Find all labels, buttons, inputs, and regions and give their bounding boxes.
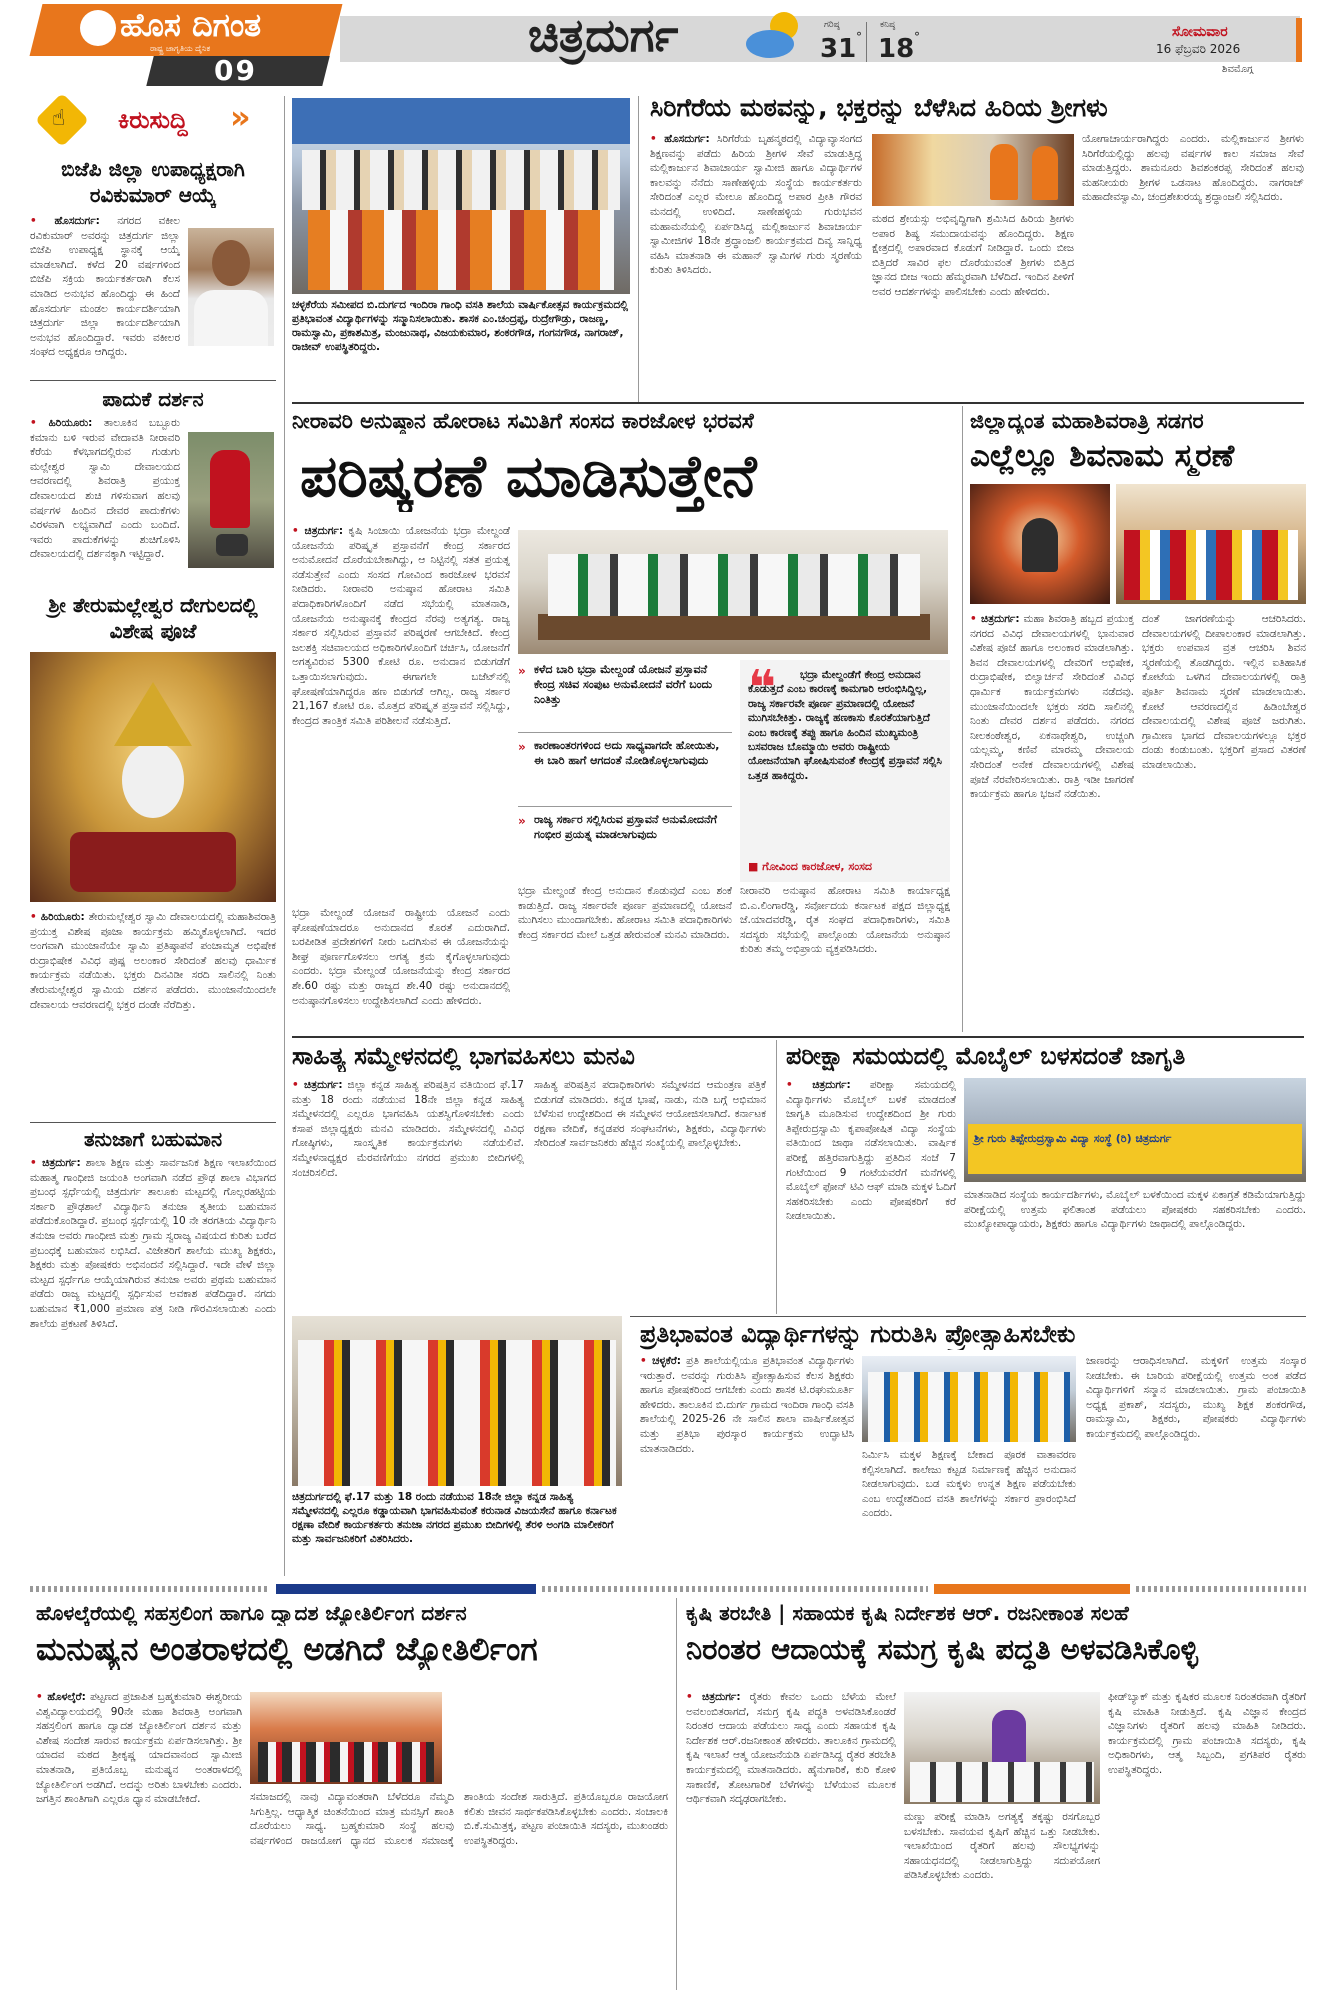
sirigere-headline: ಸಿರಿಗೆರೆಯ ಮಠವನ್ನು, ಭಕ್ತರನ್ನು ಬೆಳೆಸಿದ ಹಿರಿಯ ಶ್ರೀಗಳು [650,93,1108,122]
sahitya-dateline: ಚಿತ್ರದುರ್ಗ: [304,1079,343,1091]
kiru-4-body: • ಚಿತ್ರದುರ್ಗ: ಶಾಲಾ ಶಿಕ್ಷಣ ಮತ್ತು ಸಾರ್ವಜನಿಕ ಶಿಕ್ಷಣ ಇಲಾಖೆಯಿಂದ ಮಹಾತ್ಮ ಗಾಂಧೀಜಿ ಜಯಂತಿ ಅಂಗವಾಗಿ ನಡೆದ ಪ್ರೌಢ ಶಾಲಾ ವಿಭಾಗದ ಪ್ರಬಂಧ ಸ್ಪರ್ಧೆಯಲ್ಲಿ ಚಿತ್ರದುರ್ಗ ತಾಲೂಕು ಮಟ್ಟದಲ್ಲಿ ಗೊಲ್ಲರಹಟ್ಟಿಯ ಸರ್ಕಾರಿ ಪ್ರೌಢಶಾಲೆ ವಿದ್ಯಾರ್ಥಿನಿ ತನುಜಾ ತೃತೀಯ ಬಹುಮಾನ ಪಡೆದುಕೊಂಡಿದ್ದಾರೆ. ಪ್ರಬಂಧ ಸ್ಪರ್ಧೆಯಲ್ಲಿ 10 ನೇ ತರಗತಿಯ ವಿದ್ಯಾರ್ಥಿನಿ ತನುಜಾ ಅವರು ಗಾಂಧೀಜಿ ಮತ್ತು ಗ್ರಾಮ ಸ್ವರಾಜ್ಯ ವಿಷಯದ ಕುರಿತು ಬರೆದ ಪ್ರಬಂಧಕ್ಕೆ ಬಹುಮಾನ ಲಭಿಸಿದೆ. ವಿಜೇತರಿಗೆ ಶಾಲೆಯ ಮುಖ್ಯ ಶಿಕ್ಷಕರು, ಶಿಕ್ಷಕರು ಮತ್ತು ಪೋಷಕರು ಅಭಿನಂದನೆ ಸಲ್ಲಿಸಿದ್ದಾರೆ. ಇದೇ ವೇಳೆ ಜಿಲ್ಲಾ ಮಟ್ಟದ ಸ್ಪರ್ಧೆಗೂ ಆಯ್ಕೆಯಾಗಿರುವ ತನುಜಾ ಅವರು ಪ್ರಥಮ ಬಹುಮಾನ ಪಡೆದು ರಾಜ್ಯ ಮಟ್ಟದಲ್ಲಿ ಸ್ಪರ್ಧಿಸುವ ಅವಕಾಶ ಪಡೆದಿದ್ದಾರೆ. ನಗದು ಬಹುಮಾನ ₹1,000 ಪ್ರಮಾಣ ಪತ್ರ ನೀಡಿ ಗೌರವಿಸಲಾಯಿತು ಎಂದು ಶಾಲೆಯ ಪ್ರಕಟಣೆ ತಿಳಿಸಿದೆ. [30,1157,276,1330]
jyotirlinga-rule [676,1598,677,1990]
divider-blue [276,1584,536,1594]
main-col1: • ಚಿತ್ರದುರ್ಗ: ಕೃಷಿ ಸಿಂಚಾಯಿ ಯೋಜನೆಯ ಭದ್ರಾ ಮೇಲ್ದಂಡೆ ಯೋಜನೆಯ ಪರಿಷ್ಕೃತ ಪ್ರಸ್ತಾವನೆಗೆ ಕೇಂದ್ರ ಸರ್ಕಾರದ ಅನುಮೋದನೆ ದೊರೆಯಬೇಕಾಗಿದ್ದು, ಆ ನಿಟ್ಟಿನಲ್ಲಿ ಸತತ ಪ್ರಯತ್ನ ನಡೆಸುತ್ತೇನೆ ಎಂದು ಸಂಸದ ಗೋವಿಂದ ಕಾರಜೋಳ ಭರವಸೆ ನೀಡಿದರು. ನೀರಾವರಿ ಅನುಷ್ಠಾನ ಹೋರಾಟ ಸಮಿತಿ ಪದಾಧಿಕಾರಿಗಳೊಂದಿಗೆ ನಡೆದ ಸಭೆಯಲ್ಲಿ ಮಾತನಾಡಿ, ಯೋಜನೆಯ ಅನುಷ್ಠಾನಕ್ಕೆ ಕೇಂದ್ರದ ನೆರವು ಅತ್ಯಗತ್ಯ. ರಾಜ್ಯ ಸರ್ಕಾರ ಸಲ್ಲಿಸಿರುವ ಪ್ರಸ್ತಾವನೆ ಪರಿಷ್ಕರಣೆ ಆಗಬೇಕಿದೆ. ಕೇಂದ್ರ ಜಲಶಕ್ತಿ ಸಚಿವಾಲಯದ ಅಧಿಕಾರಿಗಳೊಂದಿಗೆ ಚರ್ಚಿಸಿ, ಯೋಜನೆಗೆ ಅಗತ್ಯವಿರುವ 5300 ಕೋಟಿ ರೂ. ಅನುದಾನ ಬಿಡುಗಡೆಗೆ ಒತ್ತಾಯಿಸಲಾಗುವುದು. ಈಗಾಗಲೇ ಬಜೆಟ್‌ನಲ್ಲಿ ಘೋಷಣೆಯಾಗಿದ್ದರೂ ಹಣ ಬಿಡುಗಡೆ ಆಗಿಲ್ಲ. ರಾಜ್ಯ ಸರ್ಕಾರ 21,167 ಕೋಟಿ ರೂ. ಮೊತ್ತದ ಪರಿಷ್ಕೃತ ಪ್ರಸ್ತಾವನೆ ಸಲ್ಲಿಸಿದ್ದು, ಕೇಂದ್ರದ ತಾಂತ್ರಿಕ ಸಮಿತಿ ಪರಿಶೀಲನೆ ನಡೆಸುತ್ತಿದೆ. [292,525,510,727]
quote-icon: ❝ [748,660,777,716]
section-divider [30,1584,1306,1594]
divider-dots-mid [542,1586,928,1592]
shivaratri-photo-2 [1116,484,1306,604]
page-number: 09 [214,54,257,87]
edition-title: ಚಿತ್ರದುರ್ಗ [528,8,679,62]
shivaratri-photo-1 [970,484,1110,604]
pariksha-col1-text: ಪರೀಕ್ಷಾ ಸಮಯದಲ್ಲಿ ವಿದ್ಯಾರ್ಥಿಗಳು ಮೊಬೈಲ್ ಬಳಕೆ ಮಾಡದಂತೆ ಜಾಗೃತಿ ಮೂಡಿಸುವ ಉದ್ದೇಶದಿಂದ ಶ್ರೀ ಗುರು ತಿಪ್ಪೇರುದ್ರಸ್ವಾಮಿ ಕೃಪಾಪೋಷಿತ ವಿದ್ಯಾ ಸಂಸ್ಥೆಯ ವತಿಯಿಂದ ಜಾಥಾ ನಡೆಸಲಾಯಿತು. ವಾರ್ಷಿಕ ಪರೀಕ್ಷೆ ಹತ್ತಿರವಾಗುತ್ತಿದ್ದು ಪ್ರತಿದಿನ ಸಂಜೆ 7 ಗಂಟೆಯಿಂದ 9 ಗಂಟೆಯವರೆಗೆ ಮನೆಗಳಲ್ಲಿ ಮೊಬೈಲ್ ಫೋನ್ ಟಿವಿ ಆಫ್ ಮಾಡಿ ಮಕ್ಕಳ ಓದಿಗೆ ಸಹಕರಿಸಬೇಕು ಎಂದು ಪೋಷಕರಿಗೆ ಕರೆ ನೀಡಲಾಯಿತು. [786,1079,956,1223]
krishi-col1: • ಚಿತ್ರದುರ್ಗ: ರೈತರು ಕೇವಲ ಒಂದು ಬೆಳೆಯ ಮೇಲೆ ಅವಲಂಬಿತರಾಗದೆ, ಸಮಗ್ರ ಕೃಷಿ ಪದ್ಧತಿ ಅಳವಡಿಸಿಕೊಂಡರೆ ನಿರಂತರ ಆದಾಯ ಪಡೆಯಲು ಸಾಧ್ಯ ಎಂದು ಸಹಾಯಕ ಕೃಷಿ ನಿರ್ದೇಶಕ ಆರ್.ರಜನೀಕಾಂತ ಹೇಳಿದರು. ತಾಲೂಕಿನ ಗ್ರಾಮದಲ್ಲಿ ಕೃಷಿ ಇಲಾಖೆ ಆತ್ಮ ಯೋಜನೆಯಡಿ ಏರ್ಪಡಿಸಿದ್ದ ರೈತರ ತರಬೇತಿ ಕಾರ್ಯಕ್ರಮದಲ್ಲಿ ಮಾತನಾಡಿದರು. ಹೈನುಗಾರಿಕೆ, ಕುರಿ ಕೋಳಿ ಸಾಕಾಣಿಕೆ, ತೋಟಗಾರಿಕೆ ಬೆಳೆಗಳನ್ನು ಬೆಳೆಯುವ ಮೂಲಕ ಆರ್ಥಿಕವಾಗಿ ಸದೃಢರಾಗಬೇಕು. [686,1691,896,1806]
meeting-table [538,614,930,640]
main-meeting-photo [518,530,948,654]
bullet-1 [518,662,732,728]
crowd-row-front [308,210,614,290]
portrait-shirt [194,290,268,346]
paduke-shape [216,534,248,556]
main-dateline: ಚಿತ್ರದುರ್ಗ: [304,525,344,537]
divider-dots-right [1136,1586,1306,1592]
kiru-divider-3 [30,1122,276,1123]
logo-text: ಹೊಸ ದಿಗಂತ [120,6,262,44]
pratibha-dateline: ಚಳ್ಳಕೆರೆ: [652,1355,682,1367]
date-text: 16 ಫೆಬ್ರವರಿ 2026 [1156,42,1241,56]
max-temp: 31 [820,34,857,64]
shivalinga-shape [1022,518,1058,572]
quote-author-marker: ■ [748,860,763,873]
kiru-divider-1 [30,380,276,381]
main-kicker: ನೀರಾವರಿ ಅನುಷ್ಠಾನ ಹೋರಾಟ ಸಮಿತಿಗೆ ಸಂಸದ ಕಾರಜೋಳ ಭರವಸೆ [292,409,754,433]
kiru-4-headline: ತನುಜಾಗೆ ಬಹುಮಾನ [83,1127,223,1151]
jyotirlinga-headline: ಮನುಷ್ಯನ ಅಂತರಾಳದಲ್ಲಿ ಅಡಗಿದೆ ಜ್ಯೋತಿರ್ಲಿಂಗ [36,1630,538,1668]
bullet-3 [518,812,732,876]
masthead [0,0,1334,96]
meeting-people [548,554,920,616]
shivaratri-col1-text: ಮಹಾ ಶಿವರಾತ್ರಿ ಹಬ್ಬದ ಪ್ರಯುಕ್ತ ನಗರದ ವಿವಿಧ ದೇವಾಲಯಗಳಲ್ಲಿ ಭಾನುವಾರ ವಿಶೇಷ ಪೂಜೆ ಹಾಗೂ ಅಲಂಕಾರ ಮಾಡಲಾಗಿತ್ತು. ಶಿವನ ದೇವಾಲಯಗಳಲ್ಲಿ ದೇವರಿಗೆ ಅಭಿಷೇಕ, ರುದ್ರಾಭಿಷೇಕ, ಬಿಲ್ವಾರ್ಚನೆ ಸೇರಿದಂತೆ ವಿವಿಧ ಧಾರ್ಮಿಕ ಕಾರ್ಯಕ್ರಮಗಳು ನಡೆದವು. ಮುಂಜಾನೆಯಿಂದಲೇ ಭಕ್ತರು ಸರದಿ ಸಾಲಿನಲ್ಲಿ ನಿಂತು ದೇವರ ದರ್ಶನ ಪಡೆದರು. ನಗರದ ನೀಲಕಂಠೇಶ್ವರ, ಏಕನಾಥೇಶ್ವರಿ, ಉಚ್ಚಂಗಿ ಯಲ್ಲಮ್ಮ, ಕಣಿವೆ ಮಾರಮ್ಮ ದೇವಾಲಯ ಸೇರಿದಂತೆ ಅನೇಕ ದೇವಾಲಯಗಳಲ್ಲಿ ವಿಶೇಷ ಪೂಜೆ ನೆರವೇರಿಸಲಾಯಿತು. ರಾತ್ರಿ ಇಡೀ ಜಾಗರಣೆ ಕಾರ್ಯಕ್ರಮ ಹಾಗೂ ಭಜನೆ ನಡೆಯಿತು. [970,613,1134,801]
kiru-1-headline: ಬಿಜೆಪಿ ಜಿಲ್ಲಾ ಉಪಾಧ್ಯಕ್ಷರಾಗಿ ರವಿಕುಮಾರ್ ಆಯ್ಕೆ [61,157,245,207]
shivaratri-col2: ದಂತೆ ಜಾಗರಣೆಯನ್ನು ಆಚರಿಸಿದರು. ದೇವಾಲಯಗಳಲ್ಲಿ ದೀಪಾಲಂಕಾರ ಮಾಡಲಾಗಿತ್ತು. ಭಕ್ತರು ಉಪವಾಸ ವ್ರತ ಆಚರಿಸಿ ಶಿವನ ಸ್ಮರಣೆಯಲ್ಲಿ ತೊಡಗಿದ್ದರು. ಇಲ್ಲಿನ ಐತಿಹಾಸಿಕ ಕೋಟೆಯ ಒಳಗಿನ ದೇವಾಲಯಗಳಲ್ಲಿ ರಾತ್ರಿ ಪೂರ್ತಿ ಶಿವನಾಮ ಸ್ಮರಣೆ ಮಾಡಲಾಯಿತು. ಕೋಟೆ ಆವರಣದಲ್ಲಿನ ಹಿಡಿಂಬೇಶ್ವರ ದೇವಾಲಯದಲ್ಲಿ ವಿಶೇಷ ಪೂಜೆ ಜರುಗಿತು. ಗ್ರಾಮೀಣ ಭಾಗದ ದೇವಾಲಯಗಳಲ್ಲೂ ಭಕ್ತರ ದಂಡು ಕಂಡುಬಂತು. ಭಕ್ತರಿಗೆ ಪ್ರಸಾದ ವಿತರಣೆ ಮಾಡಲಾಯಿತು. [1142,613,1306,771]
max-temp-degree: ° [856,30,862,44]
quote-author-name: ಗೋವಿಂದ ಕಾರಜೋಳ, ಸಂಸದ [762,860,873,873]
pratibha-col1-text: ಪ್ರತಿ ಶಾಲೆಯಲ್ಲಿಯೂ ಪ್ರತಿಭಾವಂತ ವಿದ್ಯಾರ್ಥಿಗಳು ಇರುತ್ತಾರೆ. ಅವರನ್ನು ಗುರುತಿಸಿ ಪ್ರೋತ್ಸಾಹಿಸುವ ಕೆಲಸ ಶಿಕ್ಷಕರು ಹಾಗೂ ಪೋಷಕರಿಂದ ಆಗಬೇಕು ಎಂದು ಶಾಸಕ ಟಿ.ರಘುಮೂರ್ತಿ ಹೇಳಿದರು. ತಾಲೂಕಿನ ಬಿ.ದುರ್ಗ ಗ್ರಾಮದ ಇಂದಿರಾ ಗಾಂಧಿ ವಸತಿ ಶಾಲೆಯಲ್ಲಿ 2025-26 ನೇ ಸಾಲಿನ ಶಾಲಾ ವಾರ್ಷಿಕೋತ್ಸವ ಮತ್ತು ಪ್ರತಿಭಾ ಪುರಸ್ಕಾರ ಕಾರ್ಯಕ್ರಮ ಉದ್ಘಾಟಿಸಿ ಮಾತನಾಡಿದರು. [640,1355,854,1455]
idol-face [122,742,184,818]
main-col4: ನೀರಾವರಿ ಅನುಷ್ಠಾನ ಹೋರಾಟ ಸಮಿತಿ ಕಾರ್ಯಾಧ್ಯಕ್ಷ ಬಿ.ಎ.ಲಿಂಗಾರೆಡ್ಡಿ, ಸರ್ವೋದಯ ಕರ್ನಾಟಕ ಪಕ್ಷದ ಜಿಲ್ಲಾಧ್ಯಕ್ಷ ಜೆ.ಯಾದವರೆಡ್ಡಿ, ರೈತ ಸಂಘದ ಪದಾಧಿಕಾರಿಗಳು, ಸಮಿತಿ ಸದಸ್ಯರು ಸಭೆಯಲ್ಲಿ ಪಾಲ್ಗೊಂಡು ಯೋಜನೆಯ ಅನುಷ್ಠಾನ ಕುರಿತು ತಮ್ಮ ಅಭಿಪ್ರಾಯ ವ್ಯಕ್ತಪಡಿಸಿದರು. [740,885,950,956]
top-section-rule [292,402,1304,404]
date-place: ಶಿವಮೊಗ್ಗ [1222,64,1254,75]
kiru-2-headline: ಪಾದುಕೆ ದರ್ಶನ [102,387,204,411]
kiru-4-text: ಶಾಲಾ ಶಿಕ್ಷಣ ಮತ್ತು ಸಾರ್ವಜನಿಕ ಶಿಕ್ಷಣ ಇಲಾಖೆಯಿಂದ ಮಹಾತ್ಮ ಗಾಂಧೀಜಿ ಜಯಂತಿ ಅಂಗವಾಗಿ ನಡೆದ ಪ್ರೌಢ ಶಾಲಾ ವಿಭಾಗದ ಪ್ರಬಂಧ ಸ್ಪರ್ಧೆಯಲ್ಲಿ ಚಿತ್ರದುರ್ಗ ತಾಲೂಕು ಮಟ್ಟದಲ್ಲಿ ಗೊಲ್ಲರಹಟ್ಟಿಯ ಸರ್ಕಾರಿ ಪ್ರೌಢಶಾಲೆ ವಿದ್ಯಾರ್ಥಿನಿ ತನುಜಾ ತೃತೀಯ ಬಹುಮಾನ ಪಡೆದುಕೊಂಡಿದ್ದಾರೆ. ಪ್ರಬಂಧ ಸ್ಪರ್ಧೆಯಲ್ಲಿ 10 ನೇ ತರಗತಿಯ ವಿದ್ಯಾರ್ಥಿನಿ ತನುಜಾ ಅವರು ಗಾಂಧೀಜಿ ಮತ್ತು ಗ್ರಾಮ ಸ್ವರಾಜ್ಯ ವಿಷಯದ ಕುರಿತು ಬರೆದ ಪ್ರಬಂಧಕ್ಕೆ ಬಹುಮಾನ ಲಭಿಸಿದೆ. ವಿಜೇತರಿಗೆ ಶಾಲೆಯ ಮುಖ್ಯ ಶಿಕ್ಷಕರು, ಶಿಕ್ಷಕರು ಮತ್ತು ಪೋಷಕರು ಅಭಿನಂದನೆ ಸಲ್ಲಿಸಿದ್ದಾರೆ. ಇದೇ ವೇಳೆ ಜಿಲ್ಲಾ ಮಟ್ಟದ ಸ್ಪರ್ಧೆಗೂ ಆಯ್ಕೆಯಾಗಿರುವ ತನುಜಾ ಅವರು ಪ್ರಥಮ ಬಹುಮಾನ ಪಡೆದು ರಾಜ್ಯ ಮಟ್ಟದಲ್ಲಿ ಸ್ಪರ್ಧಿಸುವ ಅವಕಾಶ ಪಡೆದಿದ್ದಾರೆ. ನಗದು ಬಹುಮಾನ ₹1,000 ಪ್ರಮಾಣ ಪತ್ರ ನೀಡಿ ಗೌರವಿಸಲಾಯಿತು ಎಂದು ಶಾಲೆಯ ಪ್ರಕಟಣೆ ತಿಳಿಸಿದೆ. [30,1157,276,1330]
bullet-sep-2 [518,806,732,807]
max-temp-label: ಗರಿಷ್ಠ [824,20,840,30]
pratibha-col1: • ಚಳ್ಳಕೆರೆ: ಪ್ರತಿ ಶಾಲೆಯಲ್ಲಿಯೂ ಪ್ರತಿಭಾವಂತ ವಿದ್ಯಾರ್ಥಿಗಳು ಇರುತ್ತಾರೆ. ಅವರನ್ನು ಗುರುತಿಸಿ ಪ್ರೋತ್ಸಾಹಿಸುವ ಕೆಲಸ ಶಿಕ್ಷಕರು ಹಾಗೂ ಪೋಷಕರಿಂದ ಆಗಬೇಕು ಎಂದು ಶಾಸಕ ಟಿ.ರಘುಮೂರ್ತಿ ಹೇಳಿದರು. ತಾಲೂಕಿನ ಬಿ.ದುರ್ಗ ಗ್ರಾಮದ ಇಂದಿರಾ ಗಾಂಧಿ ವಸತಿ ಶಾಲೆಯಲ್ಲಿ 2025-26 ನೇ ಸಾಲಿನ ಶಾಲಾ ವಾರ್ಷಿಕೋತ್ಸವ ಮತ್ತು ಪ್ರತಿಭಾ ಪುರಸ್ಕಾರ ಕಾರ್ಯಕ್ರಮ ಉದ್ಘಾಟಿಸಿ ಮಾತನಾಡಿದರು. [640,1355,854,1455]
idol-crown [114,682,192,746]
jyotirlinga-col2: ಸಮಾಜದಲ್ಲಿ ನಾವು ವಿದ್ಯಾವಂತರಾಗಿ ಬೆಳೆದರೂ ನೆಮ್ಮದಿ ಸಿಗುತ್ತಿಲ್ಲ. ಆಧ್ಯಾತ್ಮಿಕ ಚಿಂತನೆಯಿಂದ ಮಾತ್ರ ಮನಸ್ಸಿಗೆ ಶಾಂತಿ ದೊರೆಯಲು ಸಾಧ್ಯ. ಬ್ರಹ್ಮಕುಮಾರಿ ಸಂಸ್ಥೆ ಹಲವು ವರ್ಷಗಳಿಂದ ರಾಜಯೋಗ ಧ್ಯಾನದ ಮೂಲಕ ಸಮಾಜಕ್ಕೆ ಶಾಂತಿಯ ಸಂದೇಶ ಸಾರುತ್ತಿದೆ. ಪ್ರತಿಯೊಬ್ಬರೂ ರಾಜಯೋಗ ಕಲಿತು ಜೀವನ ಸಾರ್ಥಕಪಡಿಸಿಕೊಳ್ಳಬೇಕು ಎಂದರು. ಸಂಚಾಲಕಿ ಬಿ.ಕೆ.ಸುಮಿತ್ರಕ್ಕ, ಪಟ್ಟಣ ಪಂಚಾಯಿತಿ ಸದಸ್ಯರು, ಮುಖಂಡರು ಉಪಸ್ಥಿತರಿದ್ದರು. [250,1791,668,1847]
kirusuddi-label: ಕಿರುಸುದ್ದಿ [118,106,188,134]
main-col1b: ಭದ್ರಾ ಮೇಲ್ದಂಡೆ ಯೋಜನೆ ರಾಷ್ಟ್ರೀಯ ಯೋಜನೆ ಎಂದು ಘೋಷಣೆಯಾದರೂ ಅನುದಾನದ ಕೊರತೆ ಎದುರಾಗಿದೆ. ಬರಪೀಡಿತ ಪ್ರದೇಶಗಳಿಗೆ ನೀರು ಒದಗಿಸುವ ಈ ಯೋಜನೆಯನ್ನು ಶೀಘ್ರ ಪೂರ್ಣಗೊಳಿಸಲು ಅಗತ್ಯ ಕ್ರಮ ಕೈಗೊಳ್ಳಲಾಗುವುದು ಎಂದರು. ಭದ್ರಾ ಮೇಲ್ದಂಡೆ ಯೋಜನೆಯನ್ನು ಕೇಂದ್ರ ಸರ್ಕಾರದ ಶೇ.60 ರಷ್ಟು ಮತ್ತು ರಾಜ್ಯದ ಶೇ.40 ರಷ್ಟು ಅನುದಾನದಲ್ಲಿ ಅನುಷ್ಠಾನಗೊಳಿಸಲು ಉದ್ದೇಶಿಸಲಾಗಿದೆ ಎಂದು ಹೇಳಿದರು. [292,907,510,1007]
weather-icon [740,4,810,64]
krishi-col2: ಮಣ್ಣು ಪರೀಕ್ಷೆ ಮಾಡಿಸಿ ಅಗತ್ಯಕ್ಕೆ ತಕ್ಕಷ್ಟು ರಸಗೊಬ್ಬರ ಬಳಸಬೇಕು. ಸಾವಯವ ಕೃಷಿಗೆ ಹೆಚ್ಚಿನ ಒತ್ತು ನೀಡಬೇಕು. ಇಲಾಖೆಯಿಂದ ರೈತರಿಗೆ ಹಲವು ಸೌಲಭ್ಯಗಳನ್ನು ಸಹಾಯಧನದಲ್ಲಿ ನೀಡಲಾಗುತ್ತಿದ್ದು ಸದುಪಯೋಗ ಪಡಿಸಿಕೊಳ್ಳಬೇಕು ಎಂದರು. [904,1811,1100,1882]
group-people [298,1340,616,1486]
bullet-2-marker: » [518,740,526,754]
jyotirlinga-col1: • ಹೊಳಲ್ಕೆರೆ: ಪಟ್ಟಣದ ಪ್ರಜಾಪಿತ ಬ್ರಹ್ಮಕುಮಾರಿ ಈಶ್ವರೀಯ ವಿಶ್ವವಿದ್ಯಾಲಯದಲ್ಲಿ 90ನೇ ಮಹಾ ಶಿವರಾತ್ರಿ ಅಂಗವಾಗಿ ಸಹಸ್ರಲಿಂಗ ಹಾಗೂ ದ್ವಾದಶ ಜ್ಯೋತಿರ್ಲಿಂಗ ದರ್ಶನ ಮತ್ತು ವಿಶೇಷ ಸಂದೇಶ ಸಾರುವ ಕಾರ್ಯಕ್ರಮ ಏರ್ಪಡಿಸಲಾಗಿತ್ತು. ಶ್ರೀ ಯಾದವ ಮಠದ ಶ್ರೀಕೃಷ್ಣ ಯಾದವಾನಂದ ಸ್ವಾಮೀಜಿ ಮಾತನಾಡಿ, ಪ್ರತಿಯೊಬ್ಬ ಮನುಷ್ಯನ ಅಂತರಾಳದಲ್ಲಿ ಜ್ಯೋತಿರ್ಲಿಂಗ ಅಡಗಿದೆ. ಅದನ್ನು ಅರಿತು ಬಾಳಬೇಕು ಎಂದರು. ಜಗತ್ತಿನ ಶಾಂತಿಗಾಗಿ ಎಲ್ಲರೂ ಧ್ಯಾನ ಮಾಡಬೇಕಿದೆ. [36,1691,242,1806]
kiru-2-photo [188,432,274,568]
linga-row [258,1742,434,1782]
top-event-photo [292,98,630,294]
kiru-3-text: ತೇರುಮಲ್ಲೇಶ್ವರ ಸ್ವಾಮಿ ದೇವಾಲಯದಲ್ಲಿ ಮಹಾಶಿವರಾತ್ರಿ ಪ್ರಯುಕ್ತ ವಿಶೇಷ ಪೂಜಾ ಕಾರ್ಯಕ್ರಮ ಹಮ್ಮಿಕೊಳ್ಳಲಾಗಿದೆ. ಇದರ ಅಂಗವಾಗಿ ಮುಂಜಾನೆಯೇ ಸ್ವಾಮಿ ಪ್ರತಿಷ್ಠಾಪನೆ ಪಂಚಾಮೃತ ಅಭಿಷೇಕ ರುದ್ರಾಭಿಷೇಕ ವಿವಿಧ ಪುಷ್ಪ ಅಲಂಕಾರ ಸೇರಿದಂತೆ ಹಲವು ಧಾರ್ಮಿಕ ಕಾರ್ಯಕ್ರಮ ನಡೆಯಿತು. ಭಕ್ತರು ದಿನವಿಡೀ ಸರದಿ ಸಾಲಿನಲ್ಲಿ ನಿಂತು ತೇರುಮಲ್ಲೇಶ್ವರ ಸ್ವಾಮಿಯ ದರ್ಶನ ಪಡೆದರು. ಮುಂಜಾನೆಯಿಂದಲೇ ದೇವಾಲಯ ಆವರಣದಲ್ಲಿ ಭಕ್ತರ ದಂಡೇ ನೆರೆದಿತ್ತು. [30,911,276,1011]
bullet-sep-1 [518,732,732,733]
hand-icon: ☝ [52,106,66,131]
kiru-1-dateline: ಹೊಸದುರ್ಗ: [54,215,100,227]
min-temp-degree: ° [914,30,920,44]
kiru-3-dateline: ಹಿರಿಯೂರು: [40,911,85,923]
logo-tagline: ರಾಷ್ಟ್ರ ಜಾಗೃತಿಯ ದೈನಿಕ [150,44,211,53]
portrait-head [212,240,250,286]
krishi-kicker: ಕೃಷಿ ತರಬೇತಿ | ಸಹಾಯಕ ಕೃಷಿ ನಿರ್ದೇಶಕ ಆರ್. ರಜನೀಕಾಂತ ಸಲಹೆ [686,1601,1129,1625]
min-temp-label: ಕನಿಷ್ಠ [880,20,896,30]
top-photo-rule [638,96,639,402]
pariksha-col2: ಮಾತನಾಡಿದ ಸಂಸ್ಥೆಯ ಕಾರ್ಯದರ್ಶಿಗಳು, ಮೊಬೈಲ್ ಬಳಕೆಯಿಂದ ಮಕ್ಕಳ ಏಕಾಗ್ರತೆ ಕಡಿಮೆಯಾಗುತ್ತಿದ್ದು ಪರೀಕ್ಷೆಯಲ್ಲಿ ಉತ್ತಮ ಫಲಿತಾಂಶ ಪಡೆಯಲು ಪೋಷಕರು ಸಹಕರಿಸಬೇಕು ಎಂದರು. ಮುಖ್ಯೋಪಾಧ್ಯಾಯರು, ಶಿಕ್ಷಕರು ಹಾಗೂ ವಿದ್ಯಾರ್ಥಿಗಳು ಜಾಥಾದಲ್ಲಿ ಪಾಲ್ಗೊಂಡಿದ್ದರು. [964,1189,1306,1231]
banner-text: ಶ್ರೀ ಗುರು ತಿಪ್ಪೇರುದ್ರಸ್ವಾಮಿ ವಿದ್ಯಾ ಸಂಸ್ಥೆ (ರಿ) ಚಿತ್ರದುರ್ಗ [974,1132,1172,1145]
person-shape [210,450,250,528]
kiru-2-text: ತಾಲೂಕಿನ ಬಬ್ಬೂರು ಕಮಾನು ಬಳಿ ಇರುವ ವೇದಾವತಿ ನೀರಾವರಿ ಕೆರೆಯ ಕೆಳಭಾಗದಲ್ಲಿರುವ ಗುಡುಗು ಮಲ್ಲೇಶ್ವರ ಸ್ವಾಮಿ ದೇವಾಲಯದ ಆವರಣದಲ್ಲಿ ಶಿವರಾತ್ರಿ ಪ್ರಯುಕ್ತ ದೇವಾಲಯದ ಶುಚಿ ಗಳಿಸುವಾಗ ಹಲವು ವರ್ಷಗಳ ಹಿಂದಿನ ದೇವರ ಪಾದುಕೆಗಳು ವಿರಳವಾಗಿ ಲಭ್ಯವಾಗಿದೆ ಎಂದು ಬಂದಿದೆ. ಇವರು ಪಾದುಕೆಗಳನ್ನು ಶುಚಿಗೊಳಿಸಿ ದೇವಾಲಯದಲ್ಲಿ ದರ್ಶನಕ್ಕಾಗಿ ಇಟ್ಟಿದ್ದಾರೆ. [30,417,180,561]
divider-dots-left [30,1586,270,1592]
bullet-3-marker: » [518,814,526,828]
sirigere-col2: ಮಠದ ಶ್ರೇಯಸ್ಸು ಅಭಿವೃದ್ಧಿಗಾಗಿ ಶ್ರಮಿಸಿದ ಹಿರಿಯ ಶ್ರೀಗಳು ಅಪಾರ ಶಿಷ್ಯ ಸಮುದಾಯವನ್ನು ಹೊಂದಿದ್ದರು. ಶಿಕ್ಷಣ ಕ್ಷೇತ್ರದಲ್ಲಿ ಅಪಾರವಾದ ಕೊಡುಗೆ ನೀಡಿದ್ದಾರೆ. ಒಂದು ಬೀಜ ಬಿತ್ತಿದರೆ ಸಾವಿರ ಫಲ ದೊರೆಯುವಂತೆ ಶ್ರೀಗಳು ಬಿತ್ತಿದ ಜ್ಞಾನದ ಬೀಜ ಇಂದು ಹೆಮ್ಮರವಾಗಿ ಬೆಳೆದಿದೆ. ಇಂದಿನ ಪೀಳಿಗೆ ಅವರ ಆದರ್ಶಗಳನ್ನು ಪಾಲಿಸಬೇಕು ಎಂದು ಹೇಳಿದರು. [872,213,1074,298]
jyotirlinga-kicker: ಹೊಳಲ್ಕೆರೆಯಲ್ಲಿ ಸಹಸ್ರಲಿಂಗ ಹಾಗೂ ದ್ವಾದಶ ಜ್ಯೋತಿರ್ಲಿಂಗ ದರ್ಶನ [36,1601,467,1625]
sahitya-photo [292,1316,622,1486]
main-col3: ಭದ್ರಾ ಮೇಲ್ದಂಡೆ ಕೇಂದ್ರ ಅನುದಾನ ಕೊಡುವುದೆ ಎಂಬ ಶಂಕೆ ಕಾಡುತ್ತಿದೆ. ರಾಜ್ಯ ಸರ್ಕಾರವೇ ಪೂರ್ಣ ಪ್ರಮಾಣದಲ್ಲಿ ಯೋಜನೆ ಮುಗಿಸಲು ಮುಂದಾಗಬೇಕು. ಹೋರಾಟ ಸಮಿತಿ ಪದಾಧಿಕಾರಿಗಳು ಕೇಂದ್ರ ಸರ್ಕಾರದ ಮೇಲೆ ಒತ್ತಡ ಹೇರುವಂತೆ ಮನವಿ ಮಾಡಿದರು. [518,885,732,941]
temp-divider [866,22,867,62]
kiru-3-body: • ಹಿರಿಯೂರು: ತೇರುಮಲ್ಲೇಶ್ವರ ಸ್ವಾಮಿ ದೇವಾಲಯದಲ್ಲಿ ಮಹಾಶಿವರಾತ್ರಿ ಪ್ರಯುಕ್ತ ವಿಶೇಷ ಪೂಜಾ ಕಾರ್ಯಕ್ರಮ ಹಮ್ಮಿಕೊಳ್ಳಲಾಗಿದೆ. ಇದರ ಅಂಗವಾಗಿ ಮುಂಜಾನೆಯೇ ಸ್ವಾಮಿ ಪ್ರತಿಷ್ಠಾಪನೆ ಪಂಚಾಮೃತ ಅಭಿಷೇಕ ರುದ್ರಾಭಿಷೇಕ ವಿವಿಧ ಪುಷ್ಪ ಅಲಂಕಾರ ಸೇರಿದಂತೆ ಹಲವು ಧಾರ್ಮಿಕ ಕಾರ್ಯಕ್ರಮ ನಡೆಯಿತು. ಭಕ್ತರು ದಿನವಿಡೀ ಸರದಿ ಸಾಲಿನಲ್ಲಿ ನಿಂತು ತೇರುಮಲ್ಲೇಶ್ವರ ಸ್ವಾಮಿಯ ದರ್ಶನ ಪಡೆದರು. ಮುಂಜಾನೆಯಿಂದಲೇ ದೇವಾಲಯ ಆವರಣದಲ್ಲಿ ಭಕ್ತರ ದಂಡೇ ನೆರೆದಿತ್ತು. [30,911,276,1011]
pratibha-photo [862,1356,1076,1442]
idol-base [70,832,236,892]
shivaratri-dateline: ಚಿತ್ರದುರ್ಗ: [981,613,1020,625]
sahitya-headline: ಸಾಹಿತ್ಯ ಸಮ್ಮೇಳನದಲ್ಲಿ ಭಾಗವಹಿಸಲು ಮನವಿ [292,1042,635,1070]
krishi-photo [904,1692,1100,1804]
kiru-4-dateline: ಚಿತ್ರದುರ್ಗ: [42,1157,81,1169]
top-photo-caption: ಚಳ್ಳಕೆರೆಯ ಸಮೀಪದ ಬಿ.ದುರ್ಗದ ಇಂದಿರಾ ಗಾಂಧಿ ವಸತಿ ಶಾಲೆಯ ವಾರ್ಷಿಕೋತ್ಸವ ಕಾರ್ಯಕ್ರಮದಲ್ಲಿ ಪ್ರತಿಭಾವಂತ ವಿದ್ಯಾರ್ಥಿಗಳನ್ನು ಸನ್ಮಾನಿಸಲಾಯಿತು. ಶಾಸಕ ಎಂ.ಚಂದ್ರಪ್ಪ, ರುದ್ರೇಗೌಡ್ರು, ರಾಜಣ್ಣ, ರಾಮಸ್ವಾಮಿ, ಪ್ರಕಾಶಮಿತ್ರ, ಮಂಜುನಾಥ, ವಿಜಯಕುಮಾರ, ಶಂಕರಗೌಡ, ಗಂಗನಗೌಡ, ನಾಗರಾಜ್, ರಾಜೀವ್ ಉಪಸ್ಥಿತರಿದ್ದರು. [292,299,629,353]
award-group [868,1372,1070,1442]
krishi-headline: ನಿರಂತರ ಆದಾಯಕ್ಕೆ ಸಮಗ್ರ ಕೃಷಿ ಪದ್ಧತಿ ಅಳವಡಿಸಿಕೊಳ್ಳಿ [686,1632,1199,1666]
pratibha-col2: ನಿರ್ಮಿಸಿ ಮಕ್ಕಳ ಶಿಕ್ಷಣಕ್ಕೆ ಬೇಕಾದ ಪೂರಕ ವಾತಾವರಣ ಕಲ್ಪಿಸಲಾಗಿದೆ. ಕಾಲೇಜು ಕಟ್ಟಡ ನಿರ್ಮಾಣಕ್ಕೆ ಹೆಚ್ಚಿನ ಅನುದಾನ ನೀಡಲಾಗುವುದು. ಬಡ ಮಕ್ಕಳು ಉನ್ನತ ಶಿಕ್ಷಣ ಪಡೆಯಬೇಕು ಎಂಬ ಉದ್ದೇಶದಿಂದ ವಸತಿ ಶಾಲೆಗಳನ್ನು ಸರ್ಕಾರ ಪ್ರಾರಂಭಿಸಿದೆ ಎಂದರು. [862,1449,1076,1520]
main-bullets-box [518,662,732,876]
pariksha-headline: ಪರೀಕ್ಷಾ ಸಮಯದಲ್ಲಿ ಮೊಬೈಲ್ ಬಳಸದಂತೆ ಜಾಗೃತಿ [786,1042,1186,1070]
date-day: ಸೋಮವಾರ [1172,24,1228,40]
pariksha-col1: • ಚಿತ್ರದುರ್ಗ: ಪರೀಕ್ಷಾ ಸಮಯದಲ್ಲಿ ವಿದ್ಯಾರ್ಥಿಗಳು ಮೊಬೈಲ್ ಬಳಕೆ ಮಾಡದಂತೆ ಜಾಗೃತಿ ಮೂಡಿಸುವ ಉದ್ದೇಶದಿಂದ ಶ್ರೀ ಗುರು ತಿಪ್ಪೇರುದ್ರಸ್ವಾಮಿ ಕೃಪಾಪೋಷಿತ ವಿದ್ಯಾ ಸಂಸ್ಥೆಯ ವತಿಯಿಂದ ಜಾಥಾ ನಡೆಸಲಾಯಿತು. ವಾರ್ಷಿಕ ಪರೀಕ್ಷೆ ಹತ್ತಿರವಾಗುತ್ತಿದ್ದು ಪ್ರತಿದಿನ ಸಂಜೆ 7 ಗಂಟೆಯಿಂದ 9 ಗಂಟೆಯವರೆಗೆ ಮನೆಗಳಲ್ಲಿ ಮೊಬೈಲ್ ಫೋನ್ ಟಿವಿ ಆಫ್ ಮಾಡಿ ಮಕ್ಕಳ ಓದಿಗೆ ಸಹಕರಿಸಬೇಕು ಎಂದು ಪೋಷಕರಿಗೆ ಕರೆ ನೀಡಲಾಯಿತು. [786,1079,956,1223]
pariksha-photo [964,1078,1306,1182]
pratibha-headline: ಪ್ರತಿಭಾವಂತ ವಿದ್ಯಾರ್ಥಿಗಳನ್ನು ಗುರುತಿಸಿ ಪ್ರೋತ್ಸಾಹಿಸಬೇಕು [640,1320,1076,1348]
bullet-3-text: ರಾಜ್ಯ ಸರ್ಕಾರ ಸಲ್ಲಿಸಿರುವ ಪ್ರಸ್ತಾವನೆ ಅನುಮೋದನೆಗೆ ಗಂಭೀರ ಪ್ರಯತ್ನ ಮಾಡಲಾಗುವುದು [534,813,717,841]
kiru-1-body: • ಹೊಸದುರ್ಗ: ನಗರದ ವಕೀಲ ರವಿಕುಮಾರ್ ಅವರನ್ನು ಚಿತ್ರದುರ್ಗ ಜಿಲ್ಲಾ ಬಿಜೆಪಿ ಉಪಾಧ್ಯಕ್ಷ ಸ್ಥಾನಕ್ಕೆ ಆಯ್ಕೆ ಮಾಡಲಾಗಿದೆ. ಕಳೆದ 20 ವರ್ಷಗಳಿಂದ ಬಿಜೆಪಿ ಸಕ್ರಿಯ ಕಾರ್ಯಕರ್ತರಾಗಿ ಕೆಲಸ ಮಾಡಿದ ಅನುಭವ ಹೊಂದಿದ್ದು ಈ ಹಿಂದೆ ಹೊಸದುರ್ಗ ಮಂಡಲ ಕಾರ್ಯದರ್ಶಿಯಾಗಿ ಚಿತ್ರದುರ್ಗ ಜಿಲ್ಲಾ ಕಾರ್ಯದರ್ಶಿಯಾಗಿ ಅನುಭವ ಹೊಂದಿದ್ದಾರೆ. ಇವರು ವಕೀಲರ ಸಂಘದ ಅಧ್ಯಕ್ಷರೂ ಆಗಿದ್ದರು. [30,215,180,359]
bullet-1-marker: » [518,664,526,678]
swamiji-shape-2 [1032,146,1058,200]
divider-orange [934,1584,1130,1594]
main-story-rule [962,406,963,1032]
krishi-col1-text: ರೈತರು ಕೇವಲ ಒಂದು ಬೆಳೆಯ ಮೇಲೆ ಅವಲಂಬಿತರಾಗದೆ, ಸಮಗ್ರ ಕೃಷಿ ಪದ್ಧತಿ ಅಳವಡಿಸಿಕೊಂಡರೆ ನಿರಂತರ ಆದಾಯ ಪಡೆಯಲು ಸಾಧ್ಯ ಎಂದು ಸಹಾಯಕ ಕೃಷಿ ನಿರ್ದೇಶಕ ಆರ್.ರಜನೀಕಾಂತ ಹೇಳಿದರು. ತಾಲೂಕಿನ ಗ್ರಾಮದಲ್ಲಿ ಕೃಷಿ ಇಲಾಖೆ ಆತ್ಮ ಯೋಜನೆಯಡಿ ಏರ್ಪಡಿಸಿದ್ದ ರೈತರ ತರಬೇತಿ ಕಾರ್ಯಕ್ರಮದಲ್ಲಿ ಮಾತನಾಡಿದರು. ಹೈನುಗಾರಿಕೆ, ಕುರಿ ಕೋಳಿ ಸಾಕಾಣಿಕೆ, ತೋಟಗಾರಿಕೆ ಬೆಳೆಗಳನ್ನು ಬೆಳೆಯುವ ಮೂಲಕ ಆರ್ಥಿಕವಾಗಿ ಸದೃಢರಾಗಬೇಕು. [686,1691,896,1806]
pratibha-top-rule [630,1316,1306,1317]
quote-author [748,860,944,874]
shivaratri-headline: ಎಲ್ಲೆಲ್ಲೂ ಶಿವನಾಮ ಸ್ಮರಣೆ [970,438,1235,474]
kiru-3-headline: ಶ್ರೀ ತೇರುಮಲ್ಲೇಶ್ವರ ದೇಗುಲದಲ್ಲಿ ವಿಶೇಷ ಪೂಜೆ [48,593,258,643]
shivaratri-kicker: ಜಿಲ್ಲಾದ್ಯಂತ ಮಹಾಶಿವರಾತ್ರಿ ಸಡಗರ [970,409,1204,433]
sirigere-col3: ಯೋಗಾಚಾರ್ಯರಾಗಿದ್ದರು ಎಂದರು. ಮಲ್ಲಿಕಾರ್ಜುನ ಶ್ರೀಗಳು ಸಿರಿಗೆರೆಯಲ್ಲಿದ್ದು ಹಲವು ವರ್ಷಗಳ ಕಾಲ ಸಮಾಜ ಸೇವೆ ಮಾಡುತ್ತಿದ್ದರು. ಶಾಮನೂರು ಶಿವಶಂಕರಪ್ಪ ಸೇರಿದಂತೆ ಹಲವು ಮಹನೀಯರು ಶ್ರೀಗಳ ಒಡನಾಟ ಹೊಂದಿದ್ದರು. ನಾಗರಾಜ್ ಮಹಾದೇವಸ್ವಾಮಿ, ಚಂದ್ರಶೇಖರಯ್ಯ ಶ್ರದ್ಧಾಂಜಲಿ ಸಲ್ಲಿಸಿದರು. [1082,133,1304,204]
date-accent-bar [1296,18,1302,62]
kiru-2-body: • ಹಿರಿಯೂರು: ತಾಲೂಕಿನ ಬಬ್ಬೂರು ಕಮಾನು ಬಳಿ ಇರುವ ವೇದಾವತಿ ನೀರಾವರಿ ಕೆರೆಯ ಕೆಳಭಾಗದಲ್ಲಿರುವ ಗುಡುಗು ಮಲ್ಲೇಶ್ವರ ಸ್ವಾಮಿ ದೇವಾಲಯದ ಆವರಣದಲ್ಲಿ ಶಿವರಾತ್ರಿ ಪ್ರಯುಕ್ತ ದೇವಾಲಯದ ಶುಚಿ ಗಳಿಸುವಾಗ ಹಲವು ವರ್ಷಗಳ ಹಿಂದಿನ ದೇವರ ಪಾದುಕೆಗಳು ವಿರಳವಾಗಿ ಲಭ್ಯವಾಗಿದೆ ಎಂದು ಬಂದಿದೆ. ಇವರು ಪಾದುಕೆಗಳನ್ನು ಶುಚಿಗೊಳಿಸಿ ದೇವಾಲಯದಲ್ಲಿ ದರ್ಶನಕ್ಕಾಗಿ ಇಟ್ಟಿದ್ದಾರೆ. [30,417,180,561]
swamiji-shape-1 [990,144,1018,200]
main-headline: ಪರಿಷ್ಕರಣೆ ಮಾಡಿಸುತ್ತೇನೆ [300,442,757,510]
devotee-queue [1124,530,1298,600]
left-column-rule [284,96,285,1576]
pratibha-col3: ಜಾಣರನ್ನು ಆರಾಧಿಸಲಾಗಿದೆ. ಮಕ್ಕಳಿಗೆ ಉತ್ತಮ ಸಂಸ್ಕಾರ ನೀಡಬೇಕು. ಈ ಬಾರಿಯ ಪರೀಕ್ಷೆಯಲ್ಲಿ ಉತ್ತಮ ಅಂಕ ಪಡೆದ ವಿದ್ಯಾರ್ಥಿಗಳಿಗೆ ಸನ್ಮಾನ ಮಾಡಲಾಯಿತು. ಗ್ರಾಮ ಪಂಚಾಯಿತಿ ಅಧ್ಯಕ್ಷ ಪ್ರಕಾಶ್, ಸದಸ್ಯರು, ಮುಖ್ಯ ಶಿಕ್ಷಕ ಶಂಕರಗೌಡ, ರಾಮಸ್ವಾಮಿ, ಶಿಕ್ಷಕರು, ಪೋಷಕರು ವಿದ್ಯಾರ್ಥಿಗಳು ಕಾರ್ಯಕ್ರಮದಲ್ಲಿ ಪಾಲ್ಗೊಂಡಿದ್ದರು. [1086,1355,1306,1440]
sirigere-col1-text: ಸಿರಿಗೆರೆಯ ಬೃಹನ್ಮಠದಲ್ಲಿ ವಿದ್ಯಾವ್ಯಾಸಂಗದ ಶಿಕ್ಷಣವನ್ನು ಪಡೆದು ಹಿರಿಯ ಶ್ರೀಗಳ ಸೇವೆ ಮಾಡುತ್ತಿದ್ದ ಮಲ್ಲಿಕಾರ್ಜುನ ಶಿವಾಚಾರ್ಯ ಸ್ವಾಮೀಜಿ ಹಾಗೂ ವಿದ್ಯಾರ್ಥಿಗಳ ಕಾಲವನ್ನು ನೆನೆದು ಸಾಣೇಹಳ್ಳಿಯ ಸಂಸ್ಥೆಯ ಕಾರ್ಯಕರ್ತರು ಸೇರಿದಂತೆ ಎಲ್ಲರ ಮೇಲೂ ಹೊಂದಿದ್ದ ಅಪಾರ ಪ್ರೀತಿ ಗೌರವ ಮನದಲ್ಲಿ ಉಳಿದಿದೆ. ಸಾಣೇಹಳ್ಳಿಯ ಗುರುಭವನ ಮಹಾಮನೆಯಲ್ಲಿ ಏರ್ಪಡಿಸಿದ್ದ ಮಲ್ಲಿಕಾರ್ಜುನ ಶಿವಾಚಾರ್ಯ ಸ್ವಾಮೀಜಿಗಳ 18ನೇ ಶ್ರದ್ಧಾಂಜಲಿ ಕಾರ್ಯಕ್ರಮದ ದಿವ್ಯ ಸಾನ್ನಿಧ್ಯ ವಹಿಸಿ ಮಾತನಾಡಿ ಈ ಮಹಾನ್ ಸ್ವಾಮಿಗಳ ಗುರು ಸ್ಮರಣೆಯ ಕುರಿತು ತಿಳಿಸಿದರು. [650,133,862,277]
crowd-row-back [302,150,620,210]
sahitya-col1-text: ಜಿಲ್ಲಾ ಕನ್ನಡ ಸಾಹಿತ್ಯ ಪರಿಷತ್ತಿನ ವತಿಯಿಂದ ಫೆ.17 ಮತ್ತು 18 ರಂದು ನಡೆಯುವ 18ನೇ ಜಿಲ್ಲಾ ಕನ್ನಡ ಸಾಹಿತ್ಯ ಸಮ್ಮೇಳನದಲ್ಲಿ ಎಲ್ಲರೂ ಭಾಗವಹಿಸಿ ಯಶಸ್ವಿಗೊಳಿಸಬೇಕು ಎಂದು ಕಸಾಪ ಜಿಲ್ಲಾಧ್ಯಕ್ಷರು ಮನವಿ ಮಾಡಿದರು. ಸಮ್ಮೇಳನದಲ್ಲಿ ವಿವಿಧ ಗೋಷ್ಠಿಗಳು, ಸಾಂಸ್ಕೃತಿಕ ಕಾರ್ಯಕ್ರಮಗಳು ನಡೆಯಲಿವೆ. ಸಮ್ಮೇಳನಾಧ್ಯಕ್ಷರ ಮೆರವಣಿಗೆಯು ನಗರದ ಪ್ರಮುಖ ಬೀದಿಗಳಲ್ಲಿ ಸಂಚರಿಸಲಿದೆ. [292,1079,524,1179]
shivaratri-col1: • ಚಿತ್ರದುರ್ಗ: ಮಹಾ ಶಿವರಾತ್ರಿ ಹಬ್ಬದ ಪ್ರಯುಕ್ತ ನಗರದ ವಿವಿಧ ದೇವಾಲಯಗಳಲ್ಲಿ ಭಾನುವಾರ ವಿಶೇಷ ಪೂಜೆ ಹಾಗೂ ಅಲಂಕಾರ ಮಾಡಲಾಗಿತ್ತು. ಶಿವನ ದೇವಾಲಯಗಳಲ್ಲಿ ದೇವರಿಗೆ ಅಭಿಷೇಕ, ರುದ್ರಾಭಿಷೇಕ, ಬಿಲ್ವಾರ್ಚನೆ ಸೇರಿದಂತೆ ವಿವಿಧ ಧಾರ್ಮಿಕ ಕಾರ್ಯಕ್ರಮಗಳು ನಡೆದವು. ಮುಂಜಾನೆಯಿಂದಲೇ ಭಕ್ತರು ಸರದಿ ಸಾಲಿನಲ್ಲಿ ನಿಂತು ದೇವರ ದರ್ಶನ ಪಡೆದರು. ನಗರದ ನೀಲಕಂಠೇಶ್ವರ, ಏಕನಾಥೇಶ್ವರಿ, ಉಚ್ಚಂಗಿ ಯಲ್ಲಮ್ಮ, ಕಣಿವೆ ಮಾರಮ್ಮ ದೇವಾಲಯ ಸೇರಿದಂತೆ ಅನೇಕ ದೇವಾಲಯಗಳಲ್ಲಿ ವಿಶೇಷ ಪೂಜೆ ನೆರವೇರಿಸಲಾಯಿತು. ರಾತ್ರಿ ಇಡೀ ಜಾಗರಣೆ ಕಾರ್ಯಕ್ರಮ ಹಾಗೂ ಭಜನೆ ನಡೆಯಿತು. [970,613,1134,801]
bullet-2 [518,738,732,802]
jyotirlinga-photo [250,1692,442,1784]
sahitya-rule [776,1040,777,1314]
bullet-2-text: ಕಾರಣಾಂತರಗಳಿಂದ ಅದು ಸಾಧ್ಯವಾಗದೇ ಹೋಯಿತು, ಈ ಬಾರಿ ಹಾಗೆ ಆಗದಂತೆ ನೋಡಿಕೊಳ್ಳಲಾಗುವುದು [534,739,720,767]
main-col1-text: ಕೃಷಿ ಸಿಂಚಾಯಿ ಯೋಜನೆಯ ಭದ್ರಾ ಮೇಲ್ದಂಡೆ ಯೋಜನೆಯ ಪರಿಷ್ಕೃತ ಪ್ರಸ್ತಾವನೆಗೆ ಕೇಂದ್ರ ಸರ್ಕಾರದ ಅನುಮೋದನೆ ದೊರೆಯಬೇಕಾಗಿದ್ದು, ಆ ನಿಟ್ಟಿನಲ್ಲಿ ಸತತ ಪ್ರಯತ್ನ ನಡೆಸುತ್ತೇನೆ ಎಂದು ಸಂಸದ ಗೋವಿಂದ ಕಾರಜೋಳ ಭರವಸೆ ನೀಡಿದರು. ನೀರಾವರಿ ಅನುಷ್ಠಾನ ಹೋರಾಟ ಸಮಿತಿ ಪದಾಧಿಕಾರಿಗಳೊಂದಿಗೆ ನಡೆದ ಸಭೆಯಲ್ಲಿ ಮಾತನಾಡಿ, ಯೋಜನೆಯ ಅನುಷ್ಠಾನಕ್ಕೆ ಕೇಂದ್ರದ ನೆರವು ಅತ್ಯಗತ್ಯ. ರಾಜ್ಯ ಸರ್ಕಾರ ಸಲ್ಲಿಸಿರುವ ಪ್ರಸ್ತಾವನೆ ಪರಿಷ್ಕರಣೆ ಆಗಬೇಕಿದೆ. ಕೇಂದ್ರ ಜಲಶಕ್ತಿ ಸಚಿವಾಲಯದ ಅಧಿಕಾರಿಗಳೊಂದಿಗೆ ಚರ್ಚಿಸಿ, ಯೋಜನೆಗೆ ಅಗತ್ಯವಿರುವ 5300 ಕೋಟಿ ರೂ. ಅನುದಾನ ಬಿಡುಗಡೆಗೆ ಒತ್ತಾಯಿಸಲಾಗುವುದು. ಈಗಾಗಲೇ ಬಜೆಟ್‌ನಲ್ಲಿ ಘೋಷಣೆಯಾಗಿದ್ದರೂ ಹಣ ಬಿಡುಗಡೆ ಆಗಿಲ್ಲ. ರಾಜ್ಯ ಸರ್ಕಾರ 21,167 ಕೋಟಿ ರೂ. ಮೊತ್ತದ ಪರಿಷ್ಕೃತ ಪ್ರಸ್ತಾವನೆ ಸಲ್ಲಿಸಿದ್ದು, ಕೇಂದ್ರದ ತಾಂತ್ರಿಕ ಸಮಿತಿ ಪರಿಶೀಲನೆ ನಡೆಸುತ್ತಿದೆ. [292,525,510,727]
kiru-1-photo [188,228,274,346]
kirusuddi-chevrons: » [230,98,251,136]
mid-section-rule [292,1036,1304,1038]
sirigere-photo [872,134,1074,206]
kirusuddi-column [30,92,276,1572]
sirigere-col1: • ಹೊಸದುರ್ಗ: ಸಿರಿಗೆರೆಯ ಬೃಹನ್ಮಠದಲ್ಲಿ ವಿದ್ಯಾವ್ಯಾಸಂಗದ ಶಿಕ್ಷಣವನ್ನು ಪಡೆದು ಹಿರಿಯ ಶ್ರೀಗಳ ಸೇವೆ ಮಾಡುತ್ತಿದ್ದ ಮಲ್ಲಿಕಾರ್ಜುನ ಶಿವಾಚಾರ್ಯ ಸ್ವಾಮೀಜಿ ಹಾಗೂ ವಿದ್ಯಾರ್ಥಿಗಳ ಕಾಲವನ್ನು ನೆನೆದು ಸಾಣೇಹಳ್ಳಿಯ ಸಂಸ್ಥೆಯ ಕಾರ್ಯಕರ್ತರು ಸೇರಿದಂತೆ ಎಲ್ಲರ ಮೇಲೂ ಹೊಂದಿದ್ದ ಅಪಾರ ಪ್ರೀತಿ ಗೌರವ ಮನದಲ್ಲಿ ಉಳಿದಿದೆ. ಸಾಣೇಹಳ್ಳಿಯ ಗುರುಭವನ ಮಹಾಮನೆಯಲ್ಲಿ ಏರ್ಪಡಿಸಿದ್ದ ಮಲ್ಲಿಕಾರ್ಜುನ ಶಿವಾಚಾರ್ಯ ಸ್ವಾಮೀಜಿಗಳ 18ನೇ ಶ್ರದ್ಧಾಂಜಲಿ ಕಾರ್ಯಕ್ರಮದ ದಿವ್ಯ ಸಾನ್ನಿಧ್ಯ ವಹಿಸಿ ಮಾತನಾಡಿ ಈ ಮಹಾನ್ ಸ್ವಾಮಿಗಳ ಗುರು ಸ್ಮರಣೆಯ ಕುರಿತು ತಿಳಿಸಿದರು. [650,133,862,277]
logo-icon [80,10,116,46]
min-temp: 18 [878,34,915,64]
krishi-col3: ಫೀಡ್‌ಬ್ಯಾಕ್ ಮತ್ತು ಕೃಷಿಕರ ಮೂಲಕ ನಿರಂತರವಾಗಿ ರೈತರಿಗೆ ಕೃಷಿ ಮಾಹಿತಿ ನೀಡುತ್ತಿದೆ. ಕೃಷಿ ವಿಜ್ಞಾನ ಕೇಂದ್ರದ ವಿಜ್ಞಾನಿಗಳು ರೈತರಿಗೆ ಹಲವು ಮಾಹಿತಿ ನೀಡಿದರು. ಕಾರ್ಯಕ್ರಮದಲ್ಲಿ ಗ್ರಾಮ ಪಂಚಾಯಿತಿ ಸದಸ್ಯರು, ಕೃಷಿ ಅಧಿಕಾರಿಗಳು, ಆತ್ಮ ಸಿಬ್ಬಂದಿ, ಪ್ರಗತಿಪರ ರೈತರು ಉಪಸ್ಥಿತರಿದ್ದರು. [1108,1691,1306,1776]
sahitya-photo-caption: ಚಿತ್ರದುರ್ಗದಲ್ಲಿ ಫೆ.17 ಮತ್ತು 18 ರಂದು ನಡೆಯುವ 18ನೇ ಜಿಲ್ಲಾ ಕನ್ನಡ ಸಾಹಿತ್ಯ ಸಮ್ಮೇಳನದಲ್ಲಿ ಎಲ್ಲರೂ ಕಡ್ಡಾಯವಾಗಿ ಭಾಗವಹಿಸುವಂತೆ ಕರುನಾಡ ವಿಜಯಸೇನೆ ಹಾಗೂ ಕರ್ನಾಟಕ ರಕ್ಷಣಾ ವೇದಿಕೆ ಕಾರ್ಯಕರ್ತರು ತನುಜಾ ನಗರದ ಪ್ರಮುಖ ಬೀದಿಗಳಲ್ಲಿ ತೆರಳಿ ಅಂಗಡಿ ಮಾಲೀಕರಿಗೆ ಮತ್ತು ಸಾರ್ವಜನಿಕರಿಗೆ ವಿತರಿಸಿದರು. [292,1491,617,1545]
sirigere-dateline: ಹೊಸದುರ್ಗ: [664,133,710,145]
sahitya-col2: ಸಾಹಿತ್ಯ ಪರಿಷತ್ತಿನ ಪದಾಧಿಕಾರಿಗಳು ಸಮ್ಮೇಳನದ ಆಮಂತ್ರಣ ಪತ್ರಿಕೆ ಬಿಡುಗಡೆ ಮಾಡಿದರು. ಕನ್ನಡ ಭಾಷೆ, ನಾಡು, ನುಡಿ ಬಗ್ಗೆ ಅಭಿಮಾನ ಬೆಳೆಸುವ ಉದ್ದೇಶದಿಂದ ಈ ಸಮ್ಮೇಳನ ಆಯೋಜಿಸಲಾಗಿದೆ. ಕರ್ನಾಟಕ ರಕ್ಷಣಾ ವೇದಿಕೆ, ಕನ್ನಡಪರ ಸಂಘಟನೆಗಳು, ಶಿಕ್ಷಕರು, ವಿದ್ಯಾರ್ಥಿಗಳು ಸೇರಿದಂತೆ ಸಾರ್ವಜನಿಕರು ಹೆಚ್ಚಿನ ಸಂಖ್ಯೆಯಲ್ಲಿ ಪಾಲ್ಗೊಳ್ಳಬೇಕು. [534,1079,766,1150]
stage-banner [292,98,630,144]
cloud-shape [746,30,794,58]
quote-text: ಭದ್ರಾ ಮೇಲ್ದಂಡೆಗೆ ಕೇಂದ್ರ ಅನುದಾನ ಕೊಡುತ್ತದೆ ಎಂಬ ಕಾರಣಕ್ಕೆ ಕಾಮಗಾರಿ ಆರಂಭಿಸಿದ್ದಿಲ್ಲ, ರಾಜ್ಯ ಸರ್ಕಾರವೇ ಪೂರ್ಣ ಪ್ರಮಾಣದಲ್ಲಿ ಯೋಜನೆ ಮುಗಿಸಬೇಕಿತ್ತು. ರಾಜ್ಯಕ್ಕೆ ಹಣಕಾಸು ಕೊರತೆಯಾಗುತ್ತಿದೆ ಎಂಬ ಕಾರಣಕ್ಕೆ ತಪ್ಪು ಹಾಗೂ ಹಿಂದಿನ ಮುಖ್ಯಮಂತ್ರಿ ಬಸವರಾಜ ಬೊಮ್ಮಾಯಿ ಅವರು ರಾಷ್ಟ್ರೀಯ ಯೋಜನೆಯಾಗಿ ಘೋಷಿಸುವಂತೆ ಕೇಂದ್ರಕ್ಕೆ ಪ್ರಸ್ತಾವನೆ ಸಲ್ಲಿಸಿ ಒತ್ತಡ ಹಾಕಿದ್ದರು. [748,669,942,782]
main-quote-box [740,660,950,882]
sahitya-col1: • ಚಿತ್ರದುರ್ಗ: ಜಿಲ್ಲಾ ಕನ್ನಡ ಸಾಹಿತ್ಯ ಪರಿಷತ್ತಿನ ವತಿಯಿಂದ ಫೆ.17 ಮತ್ತು 18 ರಂದು ನಡೆಯುವ 18ನೇ ಜಿಲ್ಲಾ ಕನ್ನಡ ಸಾಹಿತ್ಯ ಸಮ್ಮೇಳನದಲ್ಲಿ ಎಲ್ಲರೂ ಭಾಗವಹಿಸಿ ಯಶಸ್ವಿಗೊಳಿಸಬೇಕು ಎಂದು ಕಸಾಪ ಜಿಲ್ಲಾಧ್ಯಕ್ಷರು ಮನವಿ ಮಾಡಿದರು. ಸಮ್ಮೇಳನದಲ್ಲಿ ವಿವಿಧ ಗೋಷ್ಠಿಗಳು, ಸಾಂಸ್ಕೃತಿಕ ಕಾರ್ಯಕ್ರಮಗಳು ನಡೆಯಲಿವೆ. ಸಮ್ಮೇಳನಾಧ್ಯಕ್ಷರ ಮೆರವಣಿಗೆಯು ನಗರದ ಪ್ರಮುಖ ಬೀದಿಗಳಲ್ಲಿ ಸಂಚರಿಸಲಿದೆ. [292,1079,524,1179]
audience-shape [910,1762,1094,1802]
kiru-3-photo [30,652,276,902]
jyotirlinga-col1-text: ಪಟ್ಟಣದ ಪ್ರಜಾಪಿತ ಬ್ರಹ್ಮಕುಮಾರಿ ಈಶ್ವರೀಯ ವಿಶ್ವವಿದ್ಯಾಲಯದಲ್ಲಿ 90ನೇ ಮಹಾ ಶಿವರಾತ್ರಿ ಅಂಗವಾಗಿ ಸಹಸ್ರಲಿಂಗ ಹಾಗೂ ದ್ವಾದಶ ಜ್ಯೋತಿರ್ಲಿಂಗ ದರ್ಶನ ಮತ್ತು ವಿಶೇಷ ಸಂದೇಶ ಸಾರುವ ಕಾರ್ಯಕ್ರಮ ಏರ್ಪಡಿಸಲಾಗಿತ್ತು. ಶ್ರೀ ಯಾದವ ಮಠದ ಶ್ರೀಕೃಷ್ಣ ಯಾದವಾನಂದ ಸ್ವಾಮೀಜಿ ಮಾತನಾಡಿ, ಪ್ರತಿಯೊಬ್ಬ ಮನುಷ್ಯನ ಅಂತರಾಳದಲ್ಲಿ ಜ್ಯೋತಿರ್ಲಿಂಗ ಅಡಗಿದೆ. ಅದನ್ನು ಅರಿತು ಬಾಳಬೇಕು ಎಂದರು. ಜಗತ್ತಿನ ಶಾಂತಿಗಾಗಿ ಎಲ್ಲರೂ ಧ್ಯಾನ ಮಾಡಬೇಕಿದೆ. [36,1691,242,1806]
pariksha-dateline: ಚಿತ್ರದುರ್ಗ: [812,1079,851,1091]
kiru-2-dateline: ಹಿರಿಯೂರು: [48,417,93,429]
bullet-1-text: ಕಳೆದ ಬಾರಿ ಭದ್ರಾ ಮೇಲ್ದಂಡೆ ಯೋಜನೆ ಪ್ರಸ್ತಾವನೆ ಕೇಂದ್ರ ಸಚಿವ ಸಂಪುಟ ಅನುಮೋದನೆ ವರೆಗೆ ಬಂದು ನಿಂತಿತ್ತು [534,663,713,706]
jyotirlinga-dateline: ಹೊಳಲ್ಕೆರೆ: [47,1691,86,1703]
kiru-1-text: ನಗರದ ವಕೀಲ ರವಿಕುಮಾರ್ ಅವರನ್ನು ಚಿತ್ರದುರ್ಗ ಜಿಲ್ಲಾ ಬಿಜೆಪಿ ಉಪಾಧ್ಯಕ್ಷ ಸ್ಥಾನಕ್ಕೆ ಆಯ್ಕೆ ಮಾಡಲಾಗಿದೆ. ಕಳೆದ 20 ವರ್ಷಗಳಿಂದ ಬಿಜೆಪಿ ಸಕ್ರಿಯ ಕಾರ್ಯಕರ್ತರಾಗಿ ಕೆಲಸ ಮಾಡಿದ ಅನುಭವ ಹೊಂದಿದ್ದು ಈ ಹಿಂದೆ ಹೊಸದುರ್ಗ ಮಂಡಲ ಕಾರ್ಯದರ್ಶಿಯಾಗಿ ಚಿತ್ರದುರ್ಗ ಜಿಲ್ಲಾ ಕಾರ್ಯದರ್ಶಿಯಾಗಿ ಅನುಭವ ಹೊಂದಿದ್ದಾರೆ. ಇವರು ವಕೀಲರ ಸಂಘದ ಅಧ್ಯಕ್ಷರೂ ಆಗಿದ್ದರು. [30,215,180,359]
krishi-dateline: ಚಿತ್ರದುರ್ಗ: [702,1691,741,1703]
